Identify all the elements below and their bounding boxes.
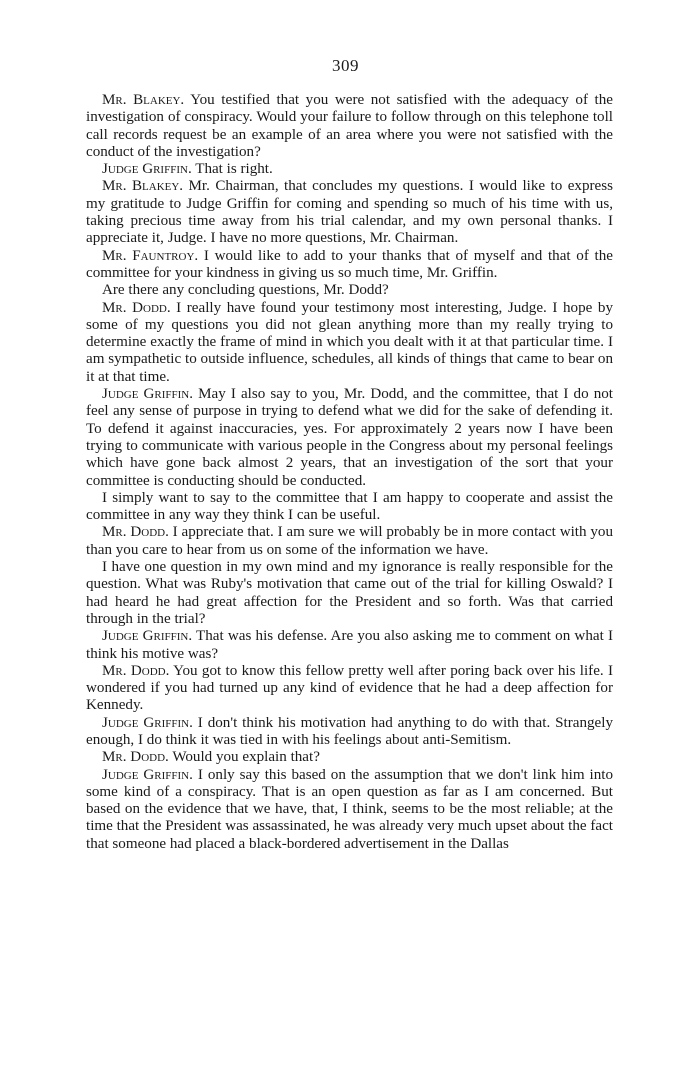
paragraph-text: I only say this based on the assumption that we don't link him into some kind of a conspiracy. That is an open question as far as I am concerned. But based on the evidence that we have, that, I think, seems to be the most reliable; at the time that the President was assassinated, he was already very much upset about the fact that someone had placed a black-bordered advertisement in the Dallas bbox=[86, 766, 613, 852]
speaker-name: Mr. Blakey. bbox=[102, 178, 184, 195]
paragraph-text: I simply want to say to the committee that I am happy to cooperate and assist the committee in any way they think I can be useful. bbox=[86, 489, 613, 524]
speaker-name: Mr. Dodd. bbox=[102, 749, 169, 766]
speaker-name: Mr. Dodd. bbox=[102, 662, 170, 679]
paragraph-text: I appreciate that. I am sure we will probably be in more contact with you than you care to hear from us on some of the information we have. bbox=[86, 524, 613, 558]
speaker-name: Judge Griffin. bbox=[102, 714, 193, 731]
paragraph-text: You testified that you were not satisfied with the adequacy of the investigation of conspiracy. Would your failure to follow through on this telephone toll call records request be an example of an area where you were not satisfied with the conduct of the investigation? bbox=[86, 92, 613, 160]
transcript-paragraph bbox=[86, 524, 613, 559]
transcript-paragraph bbox=[86, 490, 613, 525]
transcript-paragraph bbox=[86, 715, 613, 750]
paragraph-text: I would like to add to your thanks that of myself and that of the committee for your kindness in giving us so much time, Mr. Griffin. bbox=[86, 247, 613, 281]
paragraph-text: Are there any concluding questions, Mr. Dodd? bbox=[102, 282, 389, 299]
transcript-paragraph bbox=[86, 161, 613, 178]
transcript-paragraph bbox=[86, 628, 613, 663]
speaker-name: Mr. Dodd. bbox=[102, 524, 169, 541]
paragraph-text: That was his defense. Are you also asking me to comment on what I think his motive was? bbox=[86, 628, 613, 662]
transcript-paragraph bbox=[86, 248, 613, 283]
paragraph-text: May I also say to you, Mr. Dodd, and the committee, that I do not feel any sense of purpose in trying to defend what we did for the sake of defending it. To defend it against inaccuracies, yes. For approximately 2 years now I have been trying to communicate with various people in the Congress about my personal feelings which have gone back almost 2 years, that an investigation of the sort that your committee is conducting should be conducted. bbox=[86, 386, 613, 489]
paragraph-text: I really have found your testimony most interesting, Judge. I hope by some of my questions you did not glean anything more than my really trying to determine exactly the frame of mind in which you dealt with it at that particular time. I am sympathetic to outside influence, schedules, all kinds of things that came to bear on it at that time. bbox=[86, 299, 613, 385]
speaker-name: Judge Griffin. bbox=[102, 766, 193, 783]
speaker-name: Mr. Dodd. bbox=[102, 299, 171, 316]
paragraph-text: I don't think his motivation had anything to do with that. Strangely enough, I do think it was tied in with his feelings about anti-Semitism. bbox=[86, 714, 613, 748]
transcript-paragraph bbox=[86, 767, 613, 853]
transcript-paragraph bbox=[86, 300, 613, 386]
transcript-paragraph bbox=[86, 92, 613, 161]
transcript-paragraph bbox=[86, 282, 613, 299]
transcript-body bbox=[86, 92, 613, 853]
paragraph-text: Mr. Chairman, that concludes my questions. I would like to express my gratitude to Judge Griffin for coming and spending so much of his time with us, taking precious time away from his trial calendar, and my own personal thanks. I appreciate it, Judge. I have no more questions, Mr. Chairman. bbox=[86, 178, 613, 247]
page-number: 309 bbox=[332, 56, 359, 75]
transcript-paragraph bbox=[86, 559, 613, 628]
transcript-paragraph bbox=[86, 386, 613, 490]
speaker-name: Judge Griffin. bbox=[102, 386, 194, 403]
speaker-name: Judge Griffin. bbox=[102, 161, 192, 178]
transcript-paragraph bbox=[86, 749, 613, 766]
transcript-paragraph bbox=[86, 663, 613, 715]
speaker-name: Judge Griffin. bbox=[102, 628, 193, 645]
paragraph-text: I have one question in my own mind and my ignorance is really responsible for the question. What was Ruby's motivation that came out of the trial for killing Oswald? I had heard he had great affection for the President and so forth. Was that carried through in the trial? bbox=[86, 559, 613, 627]
paragraph-text: Would you explain that? bbox=[168, 749, 320, 766]
speaker-name: Mr. Blakey. bbox=[102, 92, 185, 108]
speaker-name: Mr. Fauntroy. bbox=[102, 247, 199, 264]
transcript-paragraph bbox=[86, 178, 613, 247]
paragraph-text: That is right. bbox=[191, 161, 273, 178]
paragraph-text: You got to know this fellow pretty well after poring back over his life. I wondered if you had turned up any kind of evidence that he had a deep affection for Kennedy. bbox=[86, 662, 614, 714]
